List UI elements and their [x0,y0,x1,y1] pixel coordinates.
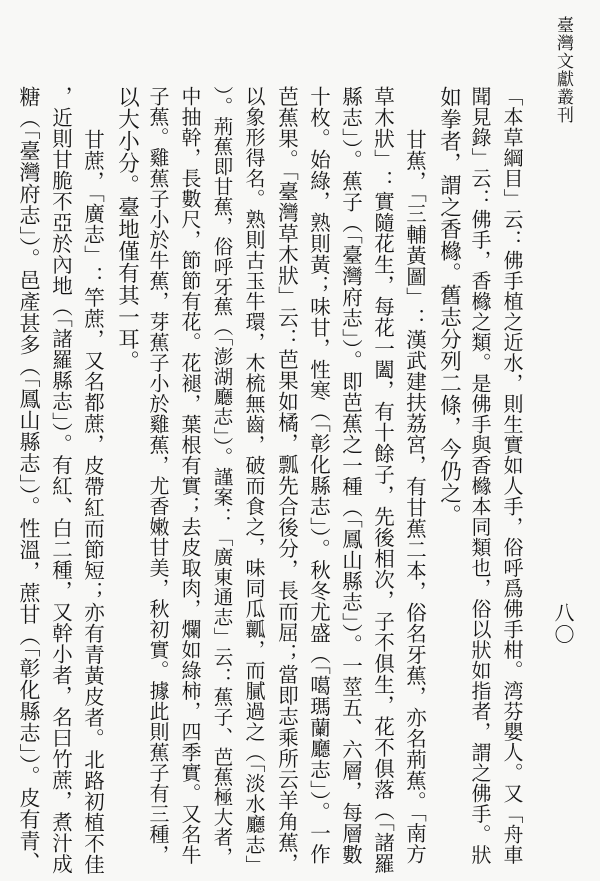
text-column: 草木狀」：實隨花生，每花一闔，有十餘子，先後相次，子不俱生，花不俱落（「諸羅 [370,86,395,874]
text-column: 中抽幹，長數尺，節節有花。花褪，葉根有實；去皮取肉，爛如綠柿，四季實。又名牛 [178,86,202,865]
text-column: 聞見錄」云：佛手，香櫞之類。是佛手與香櫞本同類也，俗以狀如指者，謂之佛手。狀 [468,86,492,865]
text-column: 甘蔗，「廣志」：竿蔗，又名都蔗，皮帶紅而節短；亦有青黃皮者。北路初植不佳 [80,129,105,875]
text-column: 如拳者，謂之香櫞。舊志分列二條，今仍之。 [436,86,462,526]
text-column: ，近則甘脆不亞於內地（「諸羅縣志」）。有紅、白二種，又幹小者，名曰竹蔗，煮汁成 [48,86,73,875]
text-column: 甘蕉，「三輔黃圖」：漢武建扶荔宮，有甘蕉二本，俗名牙蕉，亦名荊蕉。「南方 [402,129,427,865]
text-column: 子蕉。雞蕉子小於牛蕉，芽蕉子小於雞蕉，尤香嫩甘美，秋初實。據此則蕉子有三種， [146,86,170,865]
text-column: 以象形得名。熟則古玉牛環，木梳無齒，破而食之，味同瓜瓤，而膩過之（「淡水廳志」 [242,86,266,876]
series-title: 臺灣文獻叢刊 [553,16,573,124]
text-column: 以大小分。臺地僅有其一耳。 [114,86,140,372]
text-column: 芭蕉果。「臺灣草木狀」云：芭果如橘，瓢先合後分，長而屈；當即志乘所云羊角蕉， [274,86,299,874]
page-number: 八〇 [551,602,575,646]
text-column: 縣志」）。蕉子（「臺灣府志」）。即芭蕉之一種（「鳳山縣志」）。一莖五、六層，每層數 [338,86,363,865]
text-column: 十枚。始綠，熟則黃；味甘，性寒（「彰化縣志」）。秋冬尤盛（「噶瑪蘭廳志」）。一作 [306,86,331,865]
text-column: 「本草綱目」云：佛手植之近水，則生實如人手，俗呼爲佛手柑。湾芬嬰人。又「舟車 [500,86,524,865]
text-column: ）。荊蕉即甘蕉，俗呼牙蕉（「澎湖廳志」）。謹案：「廣東通志」云：蕉子、芭蕉極大者， [210,86,234,867]
text-column: 糖（「臺灣府志」）。邑產甚多（「鳳山縣志」）。性溫，蔗甘（「彰化縣志」）。皮有青、 [17,86,41,873]
